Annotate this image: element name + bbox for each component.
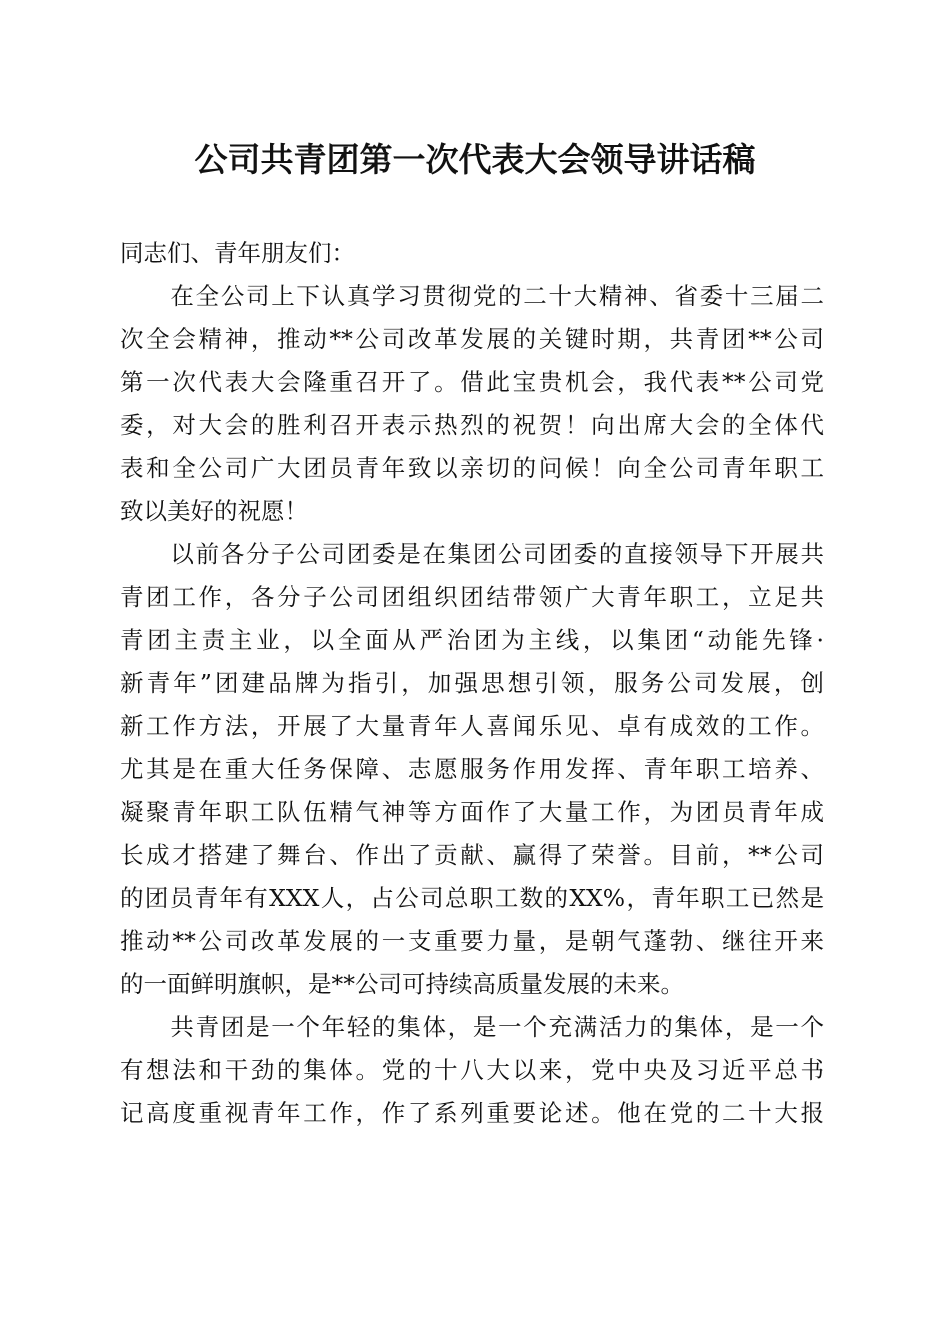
paragraph-1 bbox=[120, 275, 824, 533]
greeting: 同志们、青年朋友们： bbox=[120, 239, 355, 267]
text-line: 的一面鲜明旗帜，是**公司可持续高质量发展的未来。 bbox=[120, 970, 684, 998]
text-line: 致以美好的祝愿！ bbox=[120, 497, 308, 525]
text-line: 以前各分子公司团委是在集团公司团委的直接领导下开展共 bbox=[120, 540, 824, 568]
text-line: 共青团是一个年轻的集体，是一个充满活力的集体，是一个 bbox=[120, 1013, 824, 1041]
paragraph-3 bbox=[120, 1006, 824, 1135]
text-line: 长成才搭建了舞台、作出了贡献、赢得了荣誉。目前，**公司 bbox=[120, 841, 824, 869]
text-line: 青团主责主业，以全面从严治团为主线，以集团“动能先锋· bbox=[120, 626, 824, 654]
text-line: 第一次代表大会隆重召开了。借此宝贵机会，我代表**公司党 bbox=[120, 368, 824, 396]
text-line: 表和全公司广大团员青年致以亲切的问候！向全公司青年职工 bbox=[120, 454, 824, 482]
text-line: 新青年”团建品牌为指引，加强思想引领，服务公司发展，创 bbox=[120, 669, 824, 697]
text-line: 推动**公司改革发展的一支重要力量，是朝气蓬勃、继往开来 bbox=[120, 927, 824, 955]
text-line: 记高度重视青年工作，作了系列重要论述。他在党的二十大报 bbox=[120, 1099, 824, 1127]
text-line: 的团员青年有XXX人，占公司总职工数的XX%，青年职工已然是 bbox=[120, 884, 824, 912]
text-line: 凝聚青年职工队伍精气神等方面作了大量工作，为团员青年成 bbox=[120, 798, 824, 826]
text-line: 委，对大会的胜利召开表示热烈的祝贺！向出席大会的全体代 bbox=[120, 411, 824, 439]
document-title: 公司共青团第一次代表大会领导讲话稿 bbox=[194, 140, 756, 179]
text-line: 有想法和干劲的集体。党的十八大以来，党中央及习近平总书 bbox=[120, 1056, 824, 1084]
text-line: 在全公司上下认真学习贯彻党的二十大精神、省委十三届二 bbox=[120, 282, 824, 310]
text-line: 次全会精神，推动**公司改革发展的关键时期，共青团**公司 bbox=[120, 325, 824, 353]
text-line: 尤其是在重大任务保障、志愿服务作用发挥、青年职工培养、 bbox=[120, 755, 824, 783]
paragraph-2 bbox=[120, 533, 824, 1006]
text-line: 新工作方法，开展了大量青年人喜闻乐见、卓有成效的工作。 bbox=[120, 712, 824, 740]
document-body bbox=[120, 232, 824, 1135]
text-line: 青团工作，各分子公司团组织团结带领广大青年职工，立足共 bbox=[120, 583, 824, 611]
